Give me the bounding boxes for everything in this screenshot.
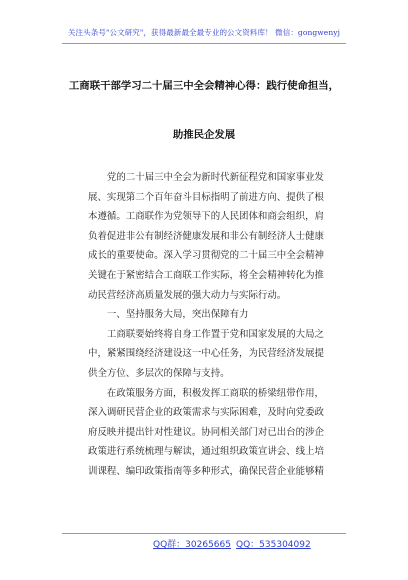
document-title-line-1: 工商联干部学习二十届三中全会精神心得：践行使命担当， [68,80,340,92]
document-body [88,168,324,482]
footer-qq-group-link[interactable]: QQ群：30265665 [153,540,231,550]
header-divider [62,43,346,44]
body-paragraph: 党的二十届三中全会为新时代新征程党和国家事业发展、实现第二个百年奋斗目标指明了前进方向、提供了根本遵循。工商联作为党领导下的人民团体和商会组织，肩负着促进非公有制经济健康发展和非公有制经济人士健康成长的重要使命。深入学习贯彻党的二十届三中全会精神关键在于紧密结合工商联工作实际，将全会精神转化为推动民营经济高质量发展的强大动力与实际行动。 [88,172,324,301]
footer-qq-link[interactable]: QQ：535304092 [236,540,311,550]
header-note: 关注头条号"公文研究"，获得最新最全最专业的公文资料库！ 微信：gongwenyj [67,28,341,37]
footer-divider [62,533,346,534]
body-paragraph: 工商联要始终将自身工作置于党和国家发展的大局之中，紧紧围绕经济建设这一中心任务，为民营经济发展提供全方位、多层次的保障与支持。 [88,328,324,379]
document-title-line-2: 助推民企发展 [172,129,236,141]
body-paragraph: 在政策服务方面，积极发挥工商联的桥梁纽带作用，深入调研民营企业的政策需求与实际困难，及时向党委政府反映并提出针对性建议。协同相关部门对已出台的涉企政策进行系统梳理与解读，通过组织政策宣讲会、线上培训课程、编印政策指南等多种形式，确保民营企业能够精 [88,387,324,477]
section-heading: 一、坚持服务大局，突出保障有力 [106,309,249,321]
